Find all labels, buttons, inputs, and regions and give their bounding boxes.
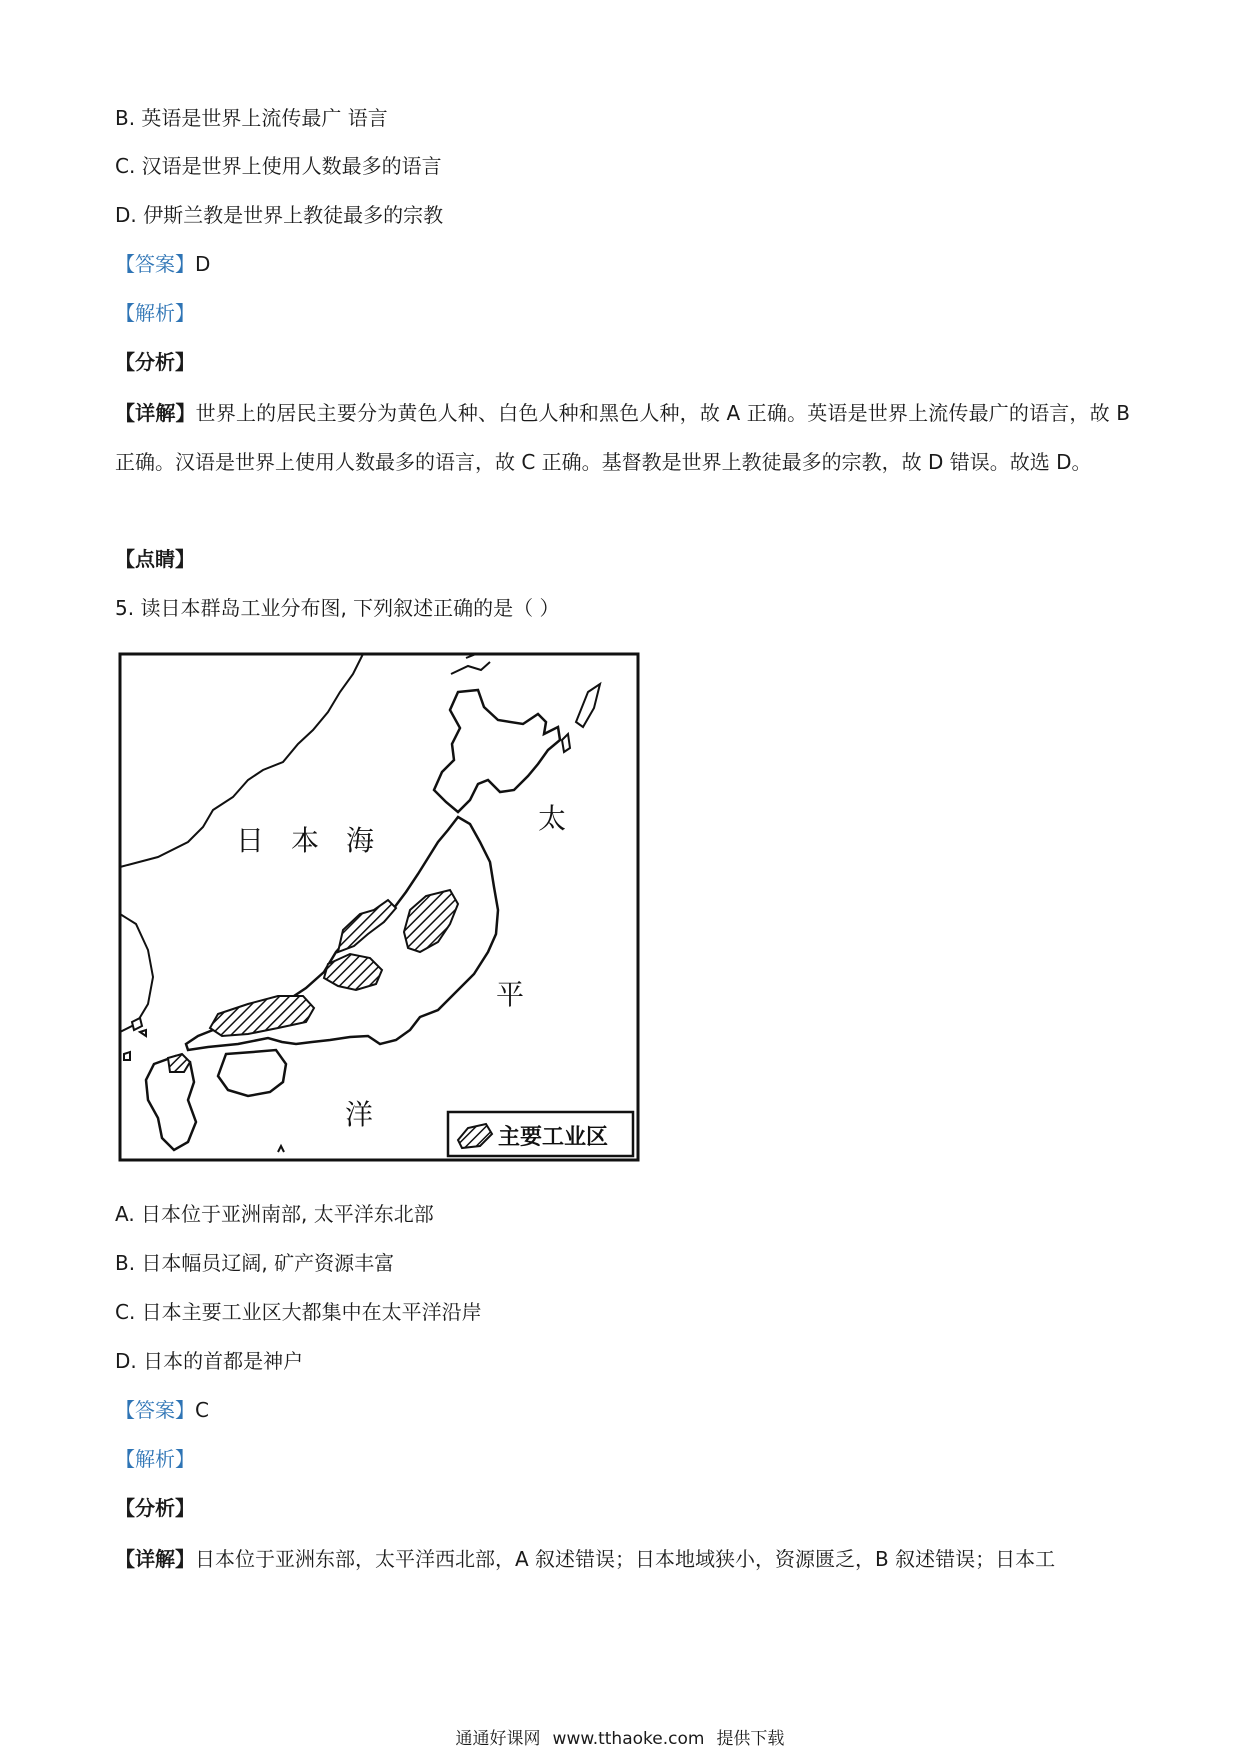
q4-comment-label: 【点睛】 bbox=[115, 547, 195, 571]
shikoku-island bbox=[218, 1050, 286, 1096]
q4-fenxi-label: 【分析】 bbox=[115, 350, 195, 374]
q5-question: 5. 读日本群岛工业分布图, 下列叙述正确的是（ ） bbox=[115, 596, 560, 620]
q4-answer-value: D bbox=[195, 252, 211, 276]
q4-answer-label: 【答案】 bbox=[115, 252, 195, 276]
page-footer bbox=[0, 1728, 1240, 1750]
q5-option-b: B. 日本幅员辽阔, 矿产资源丰富 bbox=[115, 1251, 395, 1275]
footer-site-name: 通通好课网 bbox=[455, 1729, 541, 1749]
q4-option-d: D. 伊斯兰教是世界上教徒最多的宗教 bbox=[115, 203, 444, 227]
q4-answer bbox=[115, 250, 210, 278]
q5-answer-value: C bbox=[195, 1398, 209, 1422]
q5-answer-label: 【答案】 bbox=[115, 1398, 195, 1422]
q5-analysis-label: 【解析】 bbox=[115, 1447, 195, 1471]
q4-detail bbox=[115, 389, 1130, 487]
map-legend-text: 主要工业区 bbox=[498, 1125, 609, 1150]
map-label-ocean-1: 太 bbox=[538, 802, 567, 835]
q5-fenxi-label: 【分析】 bbox=[115, 1496, 195, 1520]
q4-detail-text: 世界上的居民主要分为黄色人种、白色人种和黑色人种，故 A 正确。英语是世界上流传最广的语言，故 B 正确。汉语是世界上使用人数最多的语言，故 C 正确。基督教是世界上教徒最多的宗教，故 D 错误。故选 D。 bbox=[115, 401, 1130, 474]
japan-industry-map bbox=[118, 652, 640, 1162]
map-label-ocean-3: 洋 bbox=[345, 1098, 374, 1131]
q5-option-d: D. 日本的首都是神户 bbox=[115, 1349, 304, 1373]
map-label-sea-1: 日 bbox=[236, 824, 265, 857]
q4-option-c: C. 汉语是世界上使用人数最多的语言 bbox=[115, 154, 442, 178]
q4-detail-label: 【详解】 bbox=[115, 401, 196, 425]
footer-url[interactable]: www.tthaoke.com bbox=[552, 1729, 705, 1749]
q5-detail bbox=[115, 1535, 1130, 1584]
footer-action: 提供下载 bbox=[716, 1729, 785, 1749]
q5-option-c: C. 日本主要工业区大都集中在太平洋沿岸 bbox=[115, 1300, 482, 1324]
q5-detail-label: 【详解】 bbox=[115, 1547, 195, 1571]
map-label-sea-2: 本 bbox=[291, 824, 320, 857]
q5-answer bbox=[115, 1396, 209, 1424]
q5-option-a: A. 日本位于亚洲南部, 太平洋东北部 bbox=[115, 1202, 434, 1226]
map-label-ocean-2: 平 bbox=[496, 978, 525, 1011]
map-label-sea-3: 海 bbox=[346, 824, 375, 857]
q4-option-b: B. 英语是世界上流传最广 语言 bbox=[115, 106, 388, 130]
q5-detail-text: 日本位于亚洲东部，太平洋西北部，A 叙述错误；日本地域狭小，资源匮乏，B 叙述错误；日本工 bbox=[195, 1547, 1056, 1571]
q4-analysis-label: 【解析】 bbox=[115, 301, 195, 325]
